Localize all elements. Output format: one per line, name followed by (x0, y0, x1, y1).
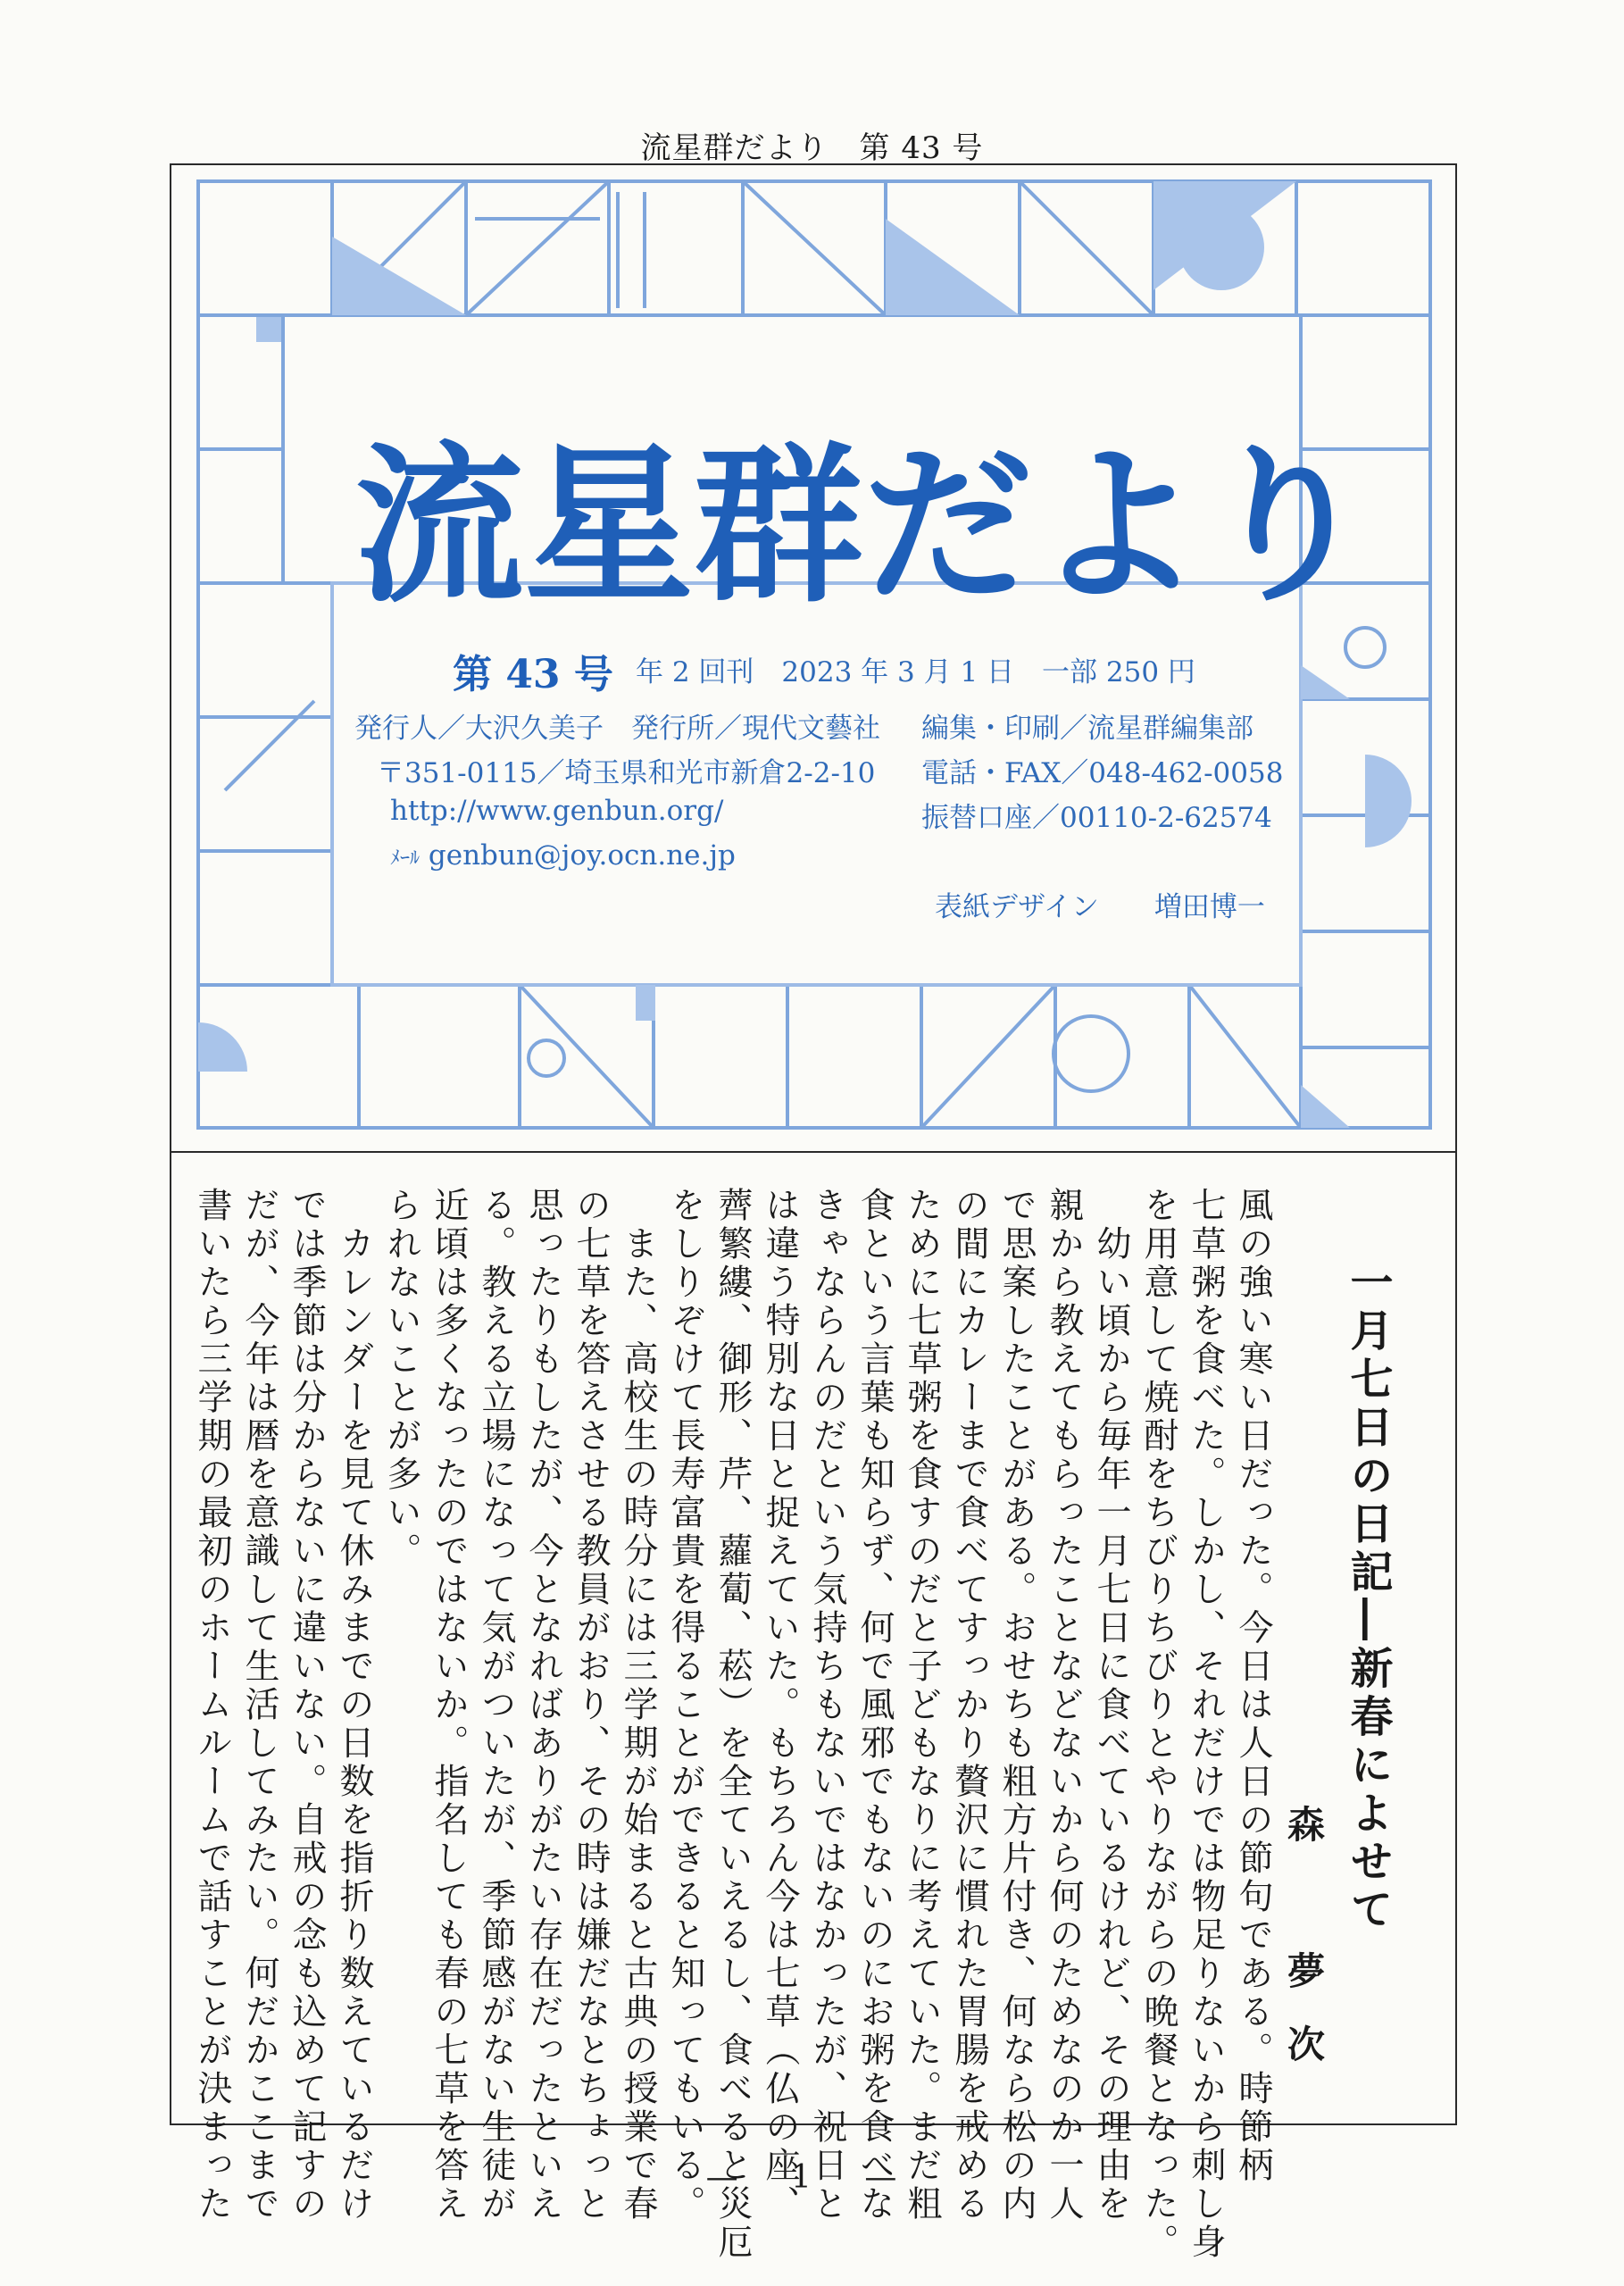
article-line: 思ったりもしたが、今となればありがたい存在だったといえ (523, 1187, 563, 2223)
article-line: 親から教えてもらったことなどないから何のためなのか一人 (1044, 1187, 1084, 2223)
address-info: 〒351-0115／埼玉県和光市新倉2-2-10 (377, 757, 876, 789)
article-line: カレンダーを見て休みまでの日数を指折り数えているだけ (334, 1187, 374, 2223)
article-line: で思案したことがある。おせちも粗方片付き、何なら松の内 (996, 1187, 1037, 2223)
phone-info: 電話・FAX／048-462-0058 (921, 757, 1284, 789)
design-credit: 表紙デザイン 増田博一 (935, 891, 1265, 923)
article-body (188, 1187, 1277, 2262)
page-number: — 1 — (705, 2159, 919, 2196)
mail-row (390, 839, 736, 872)
issue-meta: 年 2 回刊 2023 年 3 月 1 日 一部 250 円 (636, 656, 1195, 688)
account-info: 振替口座／00110-2-62574 (921, 802, 1272, 834)
url-link[interactable]: http://www.genbun.org/ (390, 795, 724, 827)
article-title: 一月七日の日記―新春によせて (1343, 1260, 1393, 1935)
article-line: る。教える立場になって気がついたが、季節感がない生徒が (476, 1187, 516, 2223)
article-line: 薺繁縷、御形、芹、蘿蔔、菘）を全ていえるし、食べると災厄 (712, 1187, 753, 2262)
issue-number: 第 43 号 (453, 652, 613, 697)
masthead-char-6: り (1203, 428, 1373, 625)
article-line: は違う特別な日と捉えていた。もちろん今は七草（仏の座、 (760, 1187, 800, 2223)
article-line: 近頃は多くなったのではないか。指名しても春の七草を答え (429, 1187, 469, 2223)
article-line: 書いたら三学期の最初のホームルームで話すことが決まった (192, 1187, 232, 2223)
cover-design (171, 165, 1455, 1153)
article-line: ために七草粥を食すのだと子どもなりに考えていた。まだ粗 (902, 1187, 942, 2223)
article-line: では季節は分からないに違いない。自戒の念も込めて記すの (287, 1187, 327, 2223)
article-line: 風の強い寒い日だった。今日は人日の節句である。時節柄 (1233, 1187, 1273, 2185)
article-line: を用意して焼酎をちびりちびりとやりながらの晩餐となった。 (1138, 1187, 1178, 2262)
masthead-char-4: だ (863, 428, 1034, 625)
running-head: 流星群だより 第 43 号 (640, 130, 984, 166)
mail-label: ﾒｰﾙ (390, 847, 421, 870)
article-line: の七草を答えさせる教員がおり、その時は嫌だなとちょっと (570, 1187, 611, 2223)
article-line: だが、今年は暦を意識して生活してみたい。何だかここまで (239, 1187, 279, 2223)
article-line: 幼い頃から毎年一月七日に食べているけれど、その理由を (1091, 1187, 1131, 2223)
article-line: をしりぞけて長寿富貴を得ることができると知ってもいる。 (665, 1187, 705, 2223)
publisher-info: 発行人／大沢久美子 発行所／現代文藝社 (354, 713, 880, 745)
editor-info: 編集・印刷／流星群編集部 (921, 713, 1253, 745)
masthead-char-1: 流 (354, 428, 525, 625)
article-line: また、高校生の時分には三学期が始まると古典の授業で春 (618, 1187, 658, 2223)
masthead-char-3: 群 (694, 428, 864, 625)
article-line: られないことが多い。 (381, 1187, 421, 1571)
article-line: 食という言葉も知らず、何で風邪でもないのにお粥を食べな (854, 1187, 895, 2223)
masthead-char-5: よ (1033, 428, 1203, 625)
article-line: 七草粥を食べた。しかし、それだけでは物足りないから刺し身 (1186, 1187, 1226, 2262)
mail-link[interactable]: genbun@joy.ocn.ne.jp (428, 839, 736, 872)
masthead-char-2: 星 (524, 428, 695, 625)
article-area (171, 1153, 1455, 2262)
page-frame (170, 163, 1457, 2262)
article-line: の間にカレーまで食べてすっかり贅沢に慣れた胃腸を戒める (949, 1187, 989, 2223)
article-line: きゃならんのだという気持ちもないではなかったが、祝日と (807, 1187, 847, 2223)
article-author: 森 夢次 (1282, 1805, 1326, 2098)
